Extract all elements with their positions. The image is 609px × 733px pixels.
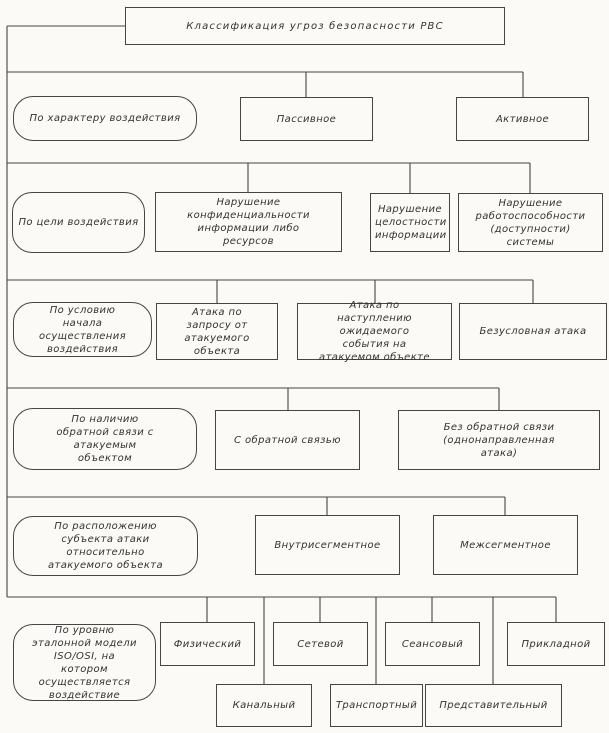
category-feedback-presence-label: По наличию обратной связи с атакуемым объектом [56, 414, 154, 464]
node-without-feedback [398, 410, 600, 470]
node-confidentiality-violation [155, 192, 342, 252]
node-session-layer-label: Сеансовый [401, 638, 464, 650]
node-transport-layer-label: Транспортный [335, 700, 418, 711]
row-feedback-connector [7, 388, 499, 410]
node-presentation-layer-label: Представительный [439, 700, 548, 711]
category-impact-start-condition-label: По условию начала осуществления воздействия [38, 304, 127, 355]
node-session-layer [385, 622, 480, 666]
node-data-link-layer-label: Канальный [232, 700, 296, 711]
category-impact-nature-label: По характеру воздействия [29, 113, 181, 124]
node-transport-layer [330, 684, 423, 727]
node-without-feedback-label: Без обратной связи (однонаправленная атака) [443, 421, 555, 459]
node-attack-on-expected-event [297, 300, 452, 363]
category-impact-goal-label: По цели воздействия [18, 217, 139, 228]
node-intersegment [433, 515, 578, 575]
node-passive-label: Пассивное [276, 113, 337, 125]
root-node [125, 7, 505, 45]
node-unconditional-attack [459, 303, 607, 360]
category-impact-start-condition [13, 302, 152, 357]
category-subject-location-label: По расположению субъекта атаки относительно атакуемого объекта [47, 521, 164, 571]
node-with-feedback [215, 410, 360, 470]
node-integrity-violation-label: Нарушение целостности информации [375, 204, 447, 241]
node-intersegment-label: Межсегментное [460, 539, 551, 551]
row-impact-nature-connector [7, 72, 523, 97]
row-impact-goal-connector [7, 163, 530, 193]
node-application-layer-label: Прикладной [521, 638, 591, 650]
root-node-label: Классификация угроз безопасности РВС [186, 20, 444, 32]
category-subject-location [13, 516, 198, 576]
node-with-feedback-label: С обратной связью [234, 434, 341, 446]
node-integrity-violation [370, 193, 450, 252]
node-intrasegment [255, 515, 400, 575]
row-start-condition-connector [7, 280, 533, 303]
row-subject-location-connector [7, 497, 505, 515]
node-active-label: Активное [495, 113, 550, 125]
node-data-link-layer [216, 684, 312, 727]
node-confidentiality-violation-label: Нарушение конфиденциальности информации либо ресурсов [187, 197, 310, 247]
node-presentation-layer [425, 684, 562, 727]
node-network-layer [273, 622, 368, 666]
category-feedback-presence [13, 408, 197, 470]
node-attack-on-expected-event-label: Атака по наступлению ожидаемого события на атакуемом объекте [319, 300, 430, 363]
category-impact-goal [12, 192, 145, 253]
category-osi-level [13, 624, 156, 701]
node-active [456, 97, 589, 141]
node-passive [240, 97, 373, 141]
category-impact-nature [13, 96, 197, 141]
node-availability-violation [458, 193, 603, 252]
node-attack-on-request-label: Атака по запросу от атакуемого объекта [184, 306, 250, 357]
node-physical-layer [160, 622, 255, 666]
node-physical-layer-label: Физический [173, 638, 242, 650]
node-network-layer-label: Сетевой [297, 638, 344, 650]
node-application-layer [507, 622, 605, 666]
node-unconditional-attack-label: Безусловная атака [479, 326, 587, 337]
node-attack-on-request [156, 303, 278, 360]
node-intrasegment-label: Внутрисегментное [274, 539, 381, 551]
node-availability-violation-label: Нарушение работоспособности (доступности) системы [475, 197, 586, 248]
category-osi-level-label: По уровню эталонной модели ISO/OSI, на котором осуществляется воздействие [32, 624, 137, 701]
